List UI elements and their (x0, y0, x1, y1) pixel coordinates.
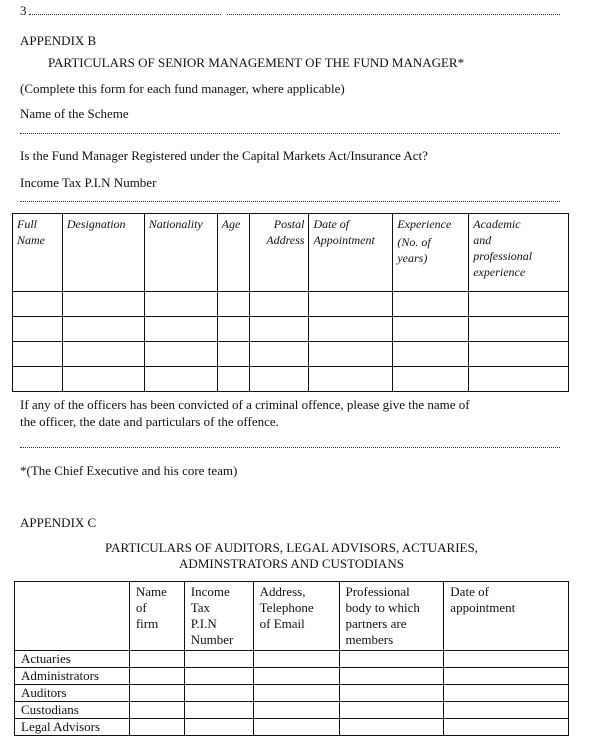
appendix-c-title-line-2: ADMINSTRATORS AND CUSTODIANS (179, 556, 404, 571)
table-cell[interactable] (253, 668, 339, 685)
table-cell[interactable] (184, 651, 253, 668)
table-cell[interactable] (339, 685, 444, 702)
table-cell[interactable] (129, 702, 184, 719)
table-cell[interactable] (444, 702, 569, 719)
table-cell[interactable] (309, 342, 393, 367)
instruction-text: (Complete this form for each fund manager, where applicable) (20, 81, 345, 96)
table-cell[interactable] (13, 317, 63, 342)
scheme-name-field[interactable] (20, 133, 560, 134)
scheme-name-label: Name of the Scheme (20, 106, 129, 121)
row-label: Auditors (15, 685, 130, 702)
table-cell[interactable] (144, 292, 217, 317)
table-cell[interactable] (62, 292, 144, 317)
table-cell[interactable] (144, 317, 217, 342)
senior-management-table (12, 213, 569, 392)
table-row (13, 317, 569, 342)
table-cell[interactable] (62, 317, 144, 342)
table-cell[interactable] (469, 342, 569, 367)
column-header: Date of Appointment (309, 214, 393, 292)
table-cell[interactable] (339, 702, 444, 719)
table-cell[interactable] (253, 685, 339, 702)
table-cell[interactable] (393, 317, 469, 342)
table-cell[interactable] (129, 685, 184, 702)
table-cell[interactable] (184, 668, 253, 685)
table-header-row (13, 214, 569, 292)
registration-question: Is the Fund Manager Registered under the Capital Markets Act/Insurance Act? (20, 148, 428, 163)
column-header: Name of firm (129, 582, 184, 651)
footnote: *(The Chief Executive and his core team) (20, 463, 238, 478)
table-cell[interactable] (13, 292, 63, 317)
service-providers-table (14, 581, 569, 736)
column-header: Professional body to which partners are members (339, 582, 444, 651)
pin-field[interactable] (20, 201, 560, 202)
row-label: Actuaries (15, 651, 130, 668)
column-header: Income Tax P.I.N Number (184, 582, 253, 651)
table-cell[interactable] (129, 719, 184, 736)
table-cell[interactable] (393, 367, 469, 392)
table-cell[interactable] (469, 317, 569, 342)
table-cell[interactable] (249, 342, 309, 367)
column-header: Designation (62, 214, 144, 292)
table-cell[interactable] (217, 292, 249, 317)
table-cell[interactable] (217, 317, 249, 342)
table-cell[interactable] (217, 342, 249, 367)
table-cell[interactable] (309, 317, 393, 342)
column-header: Nationality (144, 214, 217, 292)
table-cell[interactable] (129, 651, 184, 668)
column-header (15, 582, 130, 651)
table-row (15, 719, 569, 736)
table-row (13, 292, 569, 317)
column-header: Full Name (13, 214, 63, 292)
conviction-note-line-1: If any of the officers has been convicted of a criminal offence, please give the name of (20, 397, 470, 412)
table-cell[interactable] (249, 367, 309, 392)
column-header: Address, Telephone of Email (253, 582, 339, 651)
table-cell[interactable] (144, 342, 217, 367)
table-header-row (15, 582, 569, 651)
table-cell[interactable] (393, 342, 469, 367)
table-cell[interactable] (444, 668, 569, 685)
column-header: Date of appointment (444, 582, 569, 651)
table-cell[interactable] (217, 367, 249, 392)
table-cell[interactable] (339, 651, 444, 668)
table-cell[interactable] (129, 668, 184, 685)
appendix-c-heading: APPENDIX C (20, 515, 97, 530)
table-row (13, 342, 569, 367)
column-header: Academic and professional experience (469, 214, 569, 292)
column-header: Age (217, 214, 249, 292)
table-cell[interactable] (469, 367, 569, 392)
row-label: Administrators (15, 668, 130, 685)
column-header: Experience (No. of years) (393, 214, 469, 292)
table-cell[interactable] (13, 367, 63, 392)
dotted-line (227, 14, 560, 15)
table-cell[interactable] (309, 367, 393, 392)
row-label: Custodians (15, 702, 130, 719)
table-row (15, 685, 569, 702)
table-cell[interactable] (339, 719, 444, 736)
table-cell[interactable] (309, 292, 393, 317)
table-cell[interactable] (469, 292, 569, 317)
conviction-note-line-2: the officer, the date and particulars of the offence. (20, 414, 279, 429)
table-cell[interactable] (184, 719, 253, 736)
pin-label: Income Tax P.I.N Number (20, 175, 157, 190)
table-cell[interactable] (144, 367, 217, 392)
table-cell[interactable] (62, 342, 144, 367)
table-cell[interactable] (62, 367, 144, 392)
table-cell[interactable] (249, 292, 309, 317)
table-row (13, 367, 569, 392)
appendix-b-title: PARTICULARS OF SENIOR MANAGEMENT OF THE FUND MANAGER* (48, 55, 465, 70)
column-header: Postal Address (249, 214, 309, 292)
table-cell[interactable] (253, 702, 339, 719)
conviction-details-field[interactable] (20, 447, 560, 448)
table-cell[interactable] (339, 668, 444, 685)
table-cell[interactable] (444, 685, 569, 702)
appendix-b-heading: APPENDIX B (20, 33, 97, 48)
table-row (15, 702, 569, 719)
table-cell[interactable] (253, 719, 339, 736)
table-cell[interactable] (253, 651, 339, 668)
table-cell[interactable] (444, 719, 569, 736)
table-row (15, 668, 569, 685)
table-cell[interactable] (444, 651, 569, 668)
page-number: 3 (20, 3, 27, 18)
table-cell[interactable] (184, 685, 253, 702)
table-cell[interactable] (249, 317, 309, 342)
dotted-line (29, 14, 221, 15)
table-row (15, 651, 569, 668)
table-cell[interactable] (184, 702, 253, 719)
table-cell[interactable] (393, 292, 469, 317)
appendix-c-title-line-1: PARTICULARS OF AUDITORS, LEGAL ADVISORS, ACTUARIES, (105, 540, 478, 555)
table-cell[interactable] (13, 342, 63, 367)
row-label: Legal Advisors (15, 719, 130, 736)
